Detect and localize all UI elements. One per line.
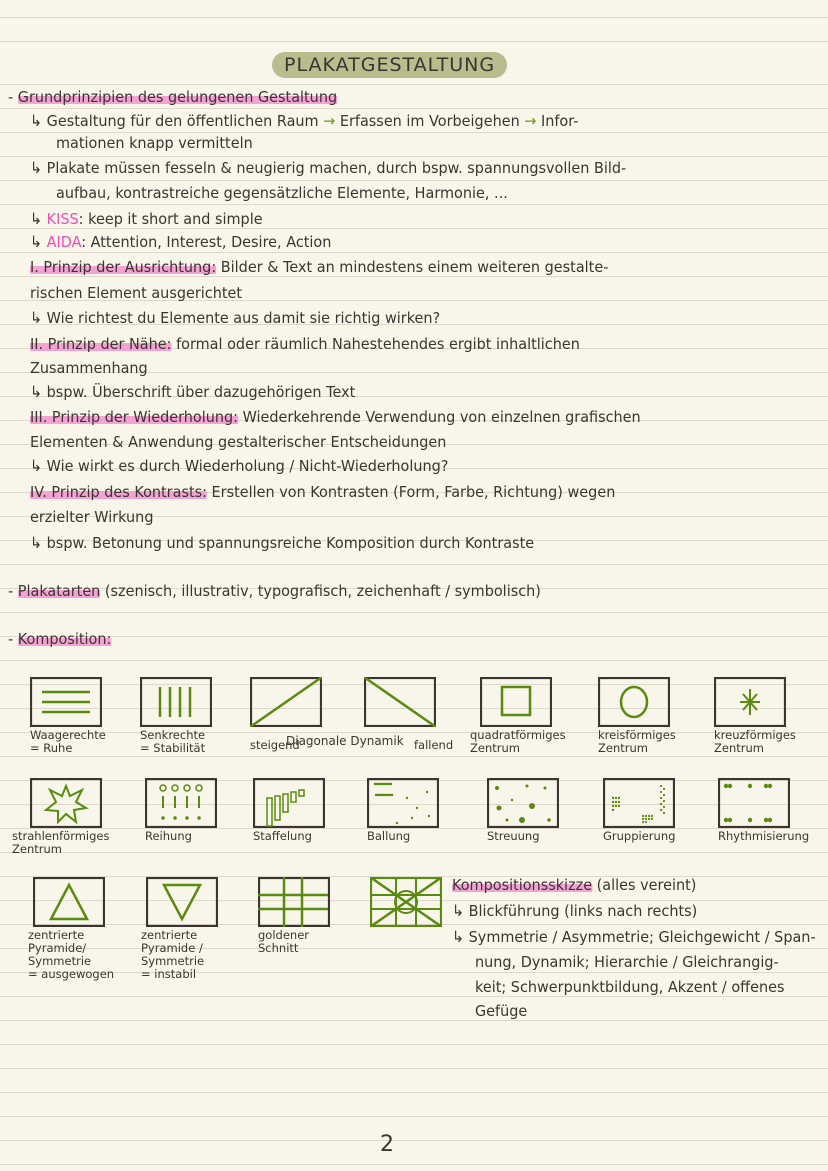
note-text: Zusammenhang — [30, 359, 148, 377]
kreuz-diagram — [714, 677, 786, 727]
steigend-diagram — [250, 677, 322, 727]
note-text: keit; Schwerpunktbildung, Akzent / offenes — [475, 978, 785, 996]
note-text: ↳ bspw. Betonung und spannungsreiche Komposition durch Kontraste — [30, 534, 535, 552]
note-line — [30, 383, 355, 401]
quadrat-label: quadratförmiges Zentrum — [470, 728, 566, 755]
highlighted-heading: Grundprinzipien des gelungenen Gestaltung — [17, 88, 338, 106]
highlighted-heading: Plakatarten — [17, 582, 101, 600]
note-line — [30, 335, 580, 353]
arrow-icon: → — [323, 112, 336, 130]
streuung-label: Streuung — [487, 829, 540, 843]
note-text: KISS — [46, 210, 79, 228]
note-line — [452, 902, 697, 920]
streuung-diagram — [487, 778, 559, 828]
kreis-label: kreisförmiges Zentrum — [598, 728, 676, 755]
highlighted-heading: Kompositionsskizze — [452, 876, 593, 894]
reihung-diagram — [145, 778, 217, 828]
rhythmisierung-diagram — [718, 778, 790, 828]
kreis-diagram — [598, 677, 670, 727]
note-line — [56, 184, 508, 202]
note-text: ↳ Wie richtest du Elemente aus damit sie richtig wirken? — [30, 309, 441, 327]
note-text: nung, Dynamik; Hierarchie / Gleichrangig- — [475, 953, 779, 971]
note-text: formal oder räumlich Nahestehendes ergibt inhaltlichen — [171, 335, 580, 353]
ballung-diagram — [367, 778, 439, 828]
note-text: rischen Element ausgerichtet — [30, 284, 243, 302]
pyramide-inv-diagram — [146, 877, 218, 927]
note-line — [56, 134, 253, 152]
gruppierung-diagram — [603, 778, 675, 828]
highlighted-heading: I. Prinzip der Ausrichtung: — [30, 258, 217, 276]
pyramide-diagram — [33, 877, 105, 927]
note-text: Infor- — [536, 112, 579, 130]
note-text: ↳ Plakate müssen fesseln & neugierig machen, durch bspw. spannungsvollen Bild- — [30, 159, 627, 177]
note-text: ↳ Gestaltung für den öffentlichen Raum — [30, 112, 324, 130]
note-line — [8, 630, 111, 648]
note-text: Wiederkehrende Verwendung von einzelnen grafischen — [238, 408, 641, 426]
note-line — [30, 258, 608, 276]
fallend-diagram — [364, 677, 436, 727]
note-text: ↳ — [30, 210, 47, 228]
note-line — [30, 508, 153, 526]
highlighted-heading: IV. Prinzip des Kontrasts: — [30, 483, 207, 501]
steigend-label: steigend — [250, 738, 300, 752]
note-text: ↳ — [30, 233, 47, 251]
strahlen-label: strahlenförmiges Zentrum — [12, 829, 110, 856]
senkrechte-label: Senkrechte = Stabilität — [140, 728, 206, 755]
note-line — [30, 359, 148, 377]
note-line — [8, 88, 337, 106]
note-text: (alles vereint) — [592, 876, 697, 894]
fallend-label: fallend — [414, 738, 454, 752]
note-text: Erstellen von Kontrasten (Form, Farbe, Richtung) wegen — [206, 483, 616, 501]
note-line — [30, 457, 448, 475]
note-text: ↳ bspw. Überschrift über dazugehörigen Text — [30, 383, 356, 401]
note-text: Erfassen im Vorbeigehen — [335, 112, 525, 130]
note-text: aufbau, kontrastreiche gegensätzliche Elemente, Harmonie, ... — [56, 184, 508, 202]
note-line — [475, 1002, 527, 1020]
note-text: : Attention, Interest, Desire, Action — [81, 233, 332, 251]
note-text: Gefüge — [475, 1002, 528, 1020]
note-text: mationen knapp vermitteln — [56, 134, 253, 152]
note-line — [8, 582, 541, 600]
waagerechte-diagram — [30, 677, 102, 727]
page-title: PLAKATGESTALTUNG — [272, 52, 507, 78]
staffelung-diagram — [253, 778, 325, 828]
note-text: (szenisch, illustrativ, typografisch, zeichenhaft / symbolisch) — [100, 582, 541, 600]
strahlen-diagram — [30, 778, 102, 828]
kompositionsskizze-diagram — [370, 877, 442, 927]
note-text: - — [8, 88, 18, 106]
note-line — [452, 876, 696, 894]
page-number: 2 — [380, 1132, 394, 1157]
note-text: ↳ Symmetrie / Asymmetrie; Gleichgewicht / Span- — [452, 928, 816, 946]
note-text: - — [8, 630, 18, 648]
quadrat-diagram — [480, 677, 552, 727]
note-line — [30, 112, 578, 130]
note-line — [475, 978, 785, 996]
ballung-label: Ballung — [367, 829, 411, 843]
note-line — [30, 309, 440, 327]
note-text: - — [8, 582, 18, 600]
note-line — [475, 953, 779, 971]
goldener-schnitt-label: goldener Schnitt — [258, 928, 309, 955]
rhythmisierung-label: Rhythmisierung — [718, 829, 810, 843]
note-line — [30, 408, 641, 426]
diagonale-label: Diagonale Dynamik — [286, 734, 404, 748]
staffelung-label: Staffelung — [253, 829, 312, 843]
highlighted-heading: II. Prinzip der Nähe: — [30, 335, 172, 353]
pyramide-label: zentrierte Pyramide/ Symmetrie = ausgewogen — [28, 928, 115, 981]
note-text: ↳ Blickführung (links nach rechts) — [452, 902, 698, 920]
highlighted-heading: Komposition: — [17, 630, 112, 648]
goldener-schnitt-diagram — [258, 877, 330, 927]
reihung-label: Reihung — [145, 829, 192, 843]
note-text: : keep it short and simple — [78, 210, 263, 228]
note-line — [30, 210, 263, 228]
waagerechte-label: Waagerechte = Ruhe — [30, 728, 106, 755]
senkrechte-diagram — [140, 677, 212, 727]
note-line — [30, 159, 626, 177]
note-line — [452, 928, 816, 946]
note-text: Elementen & Anwendung gestalterischer Entscheidungen — [30, 433, 447, 451]
note-line — [30, 284, 242, 302]
note-text: Bilder & Text an mindestens einem weiteren gestalte- — [216, 258, 609, 276]
note-text: ↳ Wie wirkt es durch Wiederholung / Nicht-Wiederholung? — [30, 457, 449, 475]
note-line — [30, 433, 446, 451]
highlighted-heading: III. Prinzip der Wiederholung: — [30, 408, 239, 426]
note-text: erzielter Wirkung — [30, 508, 154, 526]
note-line — [30, 534, 534, 552]
arrow-icon: → — [524, 112, 537, 130]
pyramide-inv-label: zentrierte Pyramide / Symmetrie = instabil — [141, 928, 205, 981]
note-text: AIDA — [46, 233, 82, 251]
kreuz-label: kreuzförmiges Zentrum — [714, 728, 796, 755]
note-line — [30, 233, 331, 251]
note-line — [30, 483, 615, 501]
gruppierung-label: Gruppierung — [603, 829, 676, 843]
